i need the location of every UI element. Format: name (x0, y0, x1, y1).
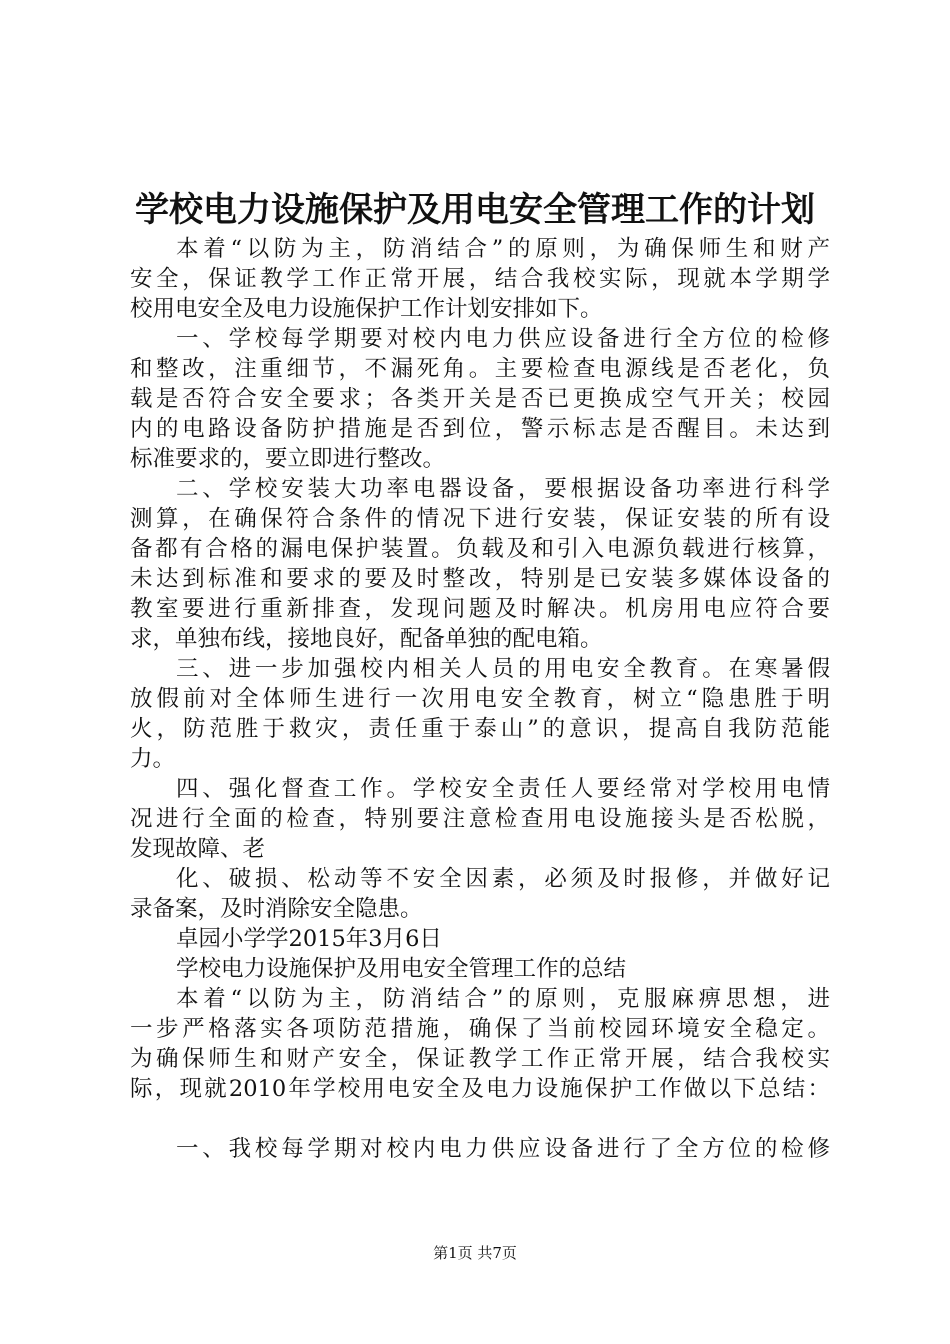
text-line: 备都有合格的漏电保护装置。负载及和引入电源负载进行核算， (130, 536, 830, 562)
text-line: 二、学校安装大功率电器设备，要根据设备功率进行科学 (176, 476, 830, 502)
text-line: 一、我校每学期对校内电力供应设备进行了全方位的检修 (176, 1136, 830, 1162)
text-line: 放假前对全体师生进行一次用电安全教育，树立“隐患胜于明 (130, 686, 830, 712)
text-line: 安全，保证教学工作正常开展，结合我校实际，现就本学期学 (130, 266, 830, 292)
text-line: 教室要进行重新排查，发现问题及时解决。机房用电应符合要 (130, 596, 830, 622)
text-line: 火，防范胜于救灾，责任重于泰山”的意识，提高自我防范能 (130, 716, 830, 742)
text-line: 际，现就2010年学校用电安全及电力设施保护工作做以下总结： (130, 1076, 830, 1102)
text-line: 本着“以防为主，防消结合”的原则，为确保师生和财产 (176, 236, 830, 262)
text-line: 校用电安全及电力设施保护工作计划安排如下。 (130, 296, 603, 322)
text-line: 未达到标准和要求的要及时整改，特别是已安装多媒体设备的 (130, 566, 830, 592)
text-line: 四、强化督查工作。学校安全责任人要经常对学校用电情 (176, 776, 830, 802)
text-line: 一、学校每学期要对校内电力供应设备进行全方位的检修 (176, 326, 830, 352)
text-line: 测算，在确保符合条件的情况下进行安装，保证安装的所有设 (130, 506, 830, 532)
text-line: 内的电路设备防护措施是否到位，警示标志是否醒目。未达到 (130, 416, 830, 442)
text-line: 力。 (130, 746, 176, 772)
text-line: 三、进一步加强校内相关人员的用电安全教育。在寒暑假 (176, 656, 830, 682)
text-line: 为确保师生和财产安全，保证教学工作正常开展，结合我校实 (130, 1046, 830, 1072)
page-footer: 第1页 共7页 (433, 1244, 517, 1262)
text-line: 标准要求的，要立即进行整改。 (130, 446, 446, 472)
text-line: 学校电力设施保护及用电安全管理工作的总结 (176, 956, 627, 982)
text-line: 本着“以防为主，防消结合”的原则，克服麻痹思想，进 (176, 986, 830, 1012)
document-body (130, 234, 830, 1164)
text-line: 卓园小学学2015年3月6日 (176, 926, 442, 952)
text-line: 和整改，注重细节，不漏死角。主要检查电源线是否老化，负 (130, 356, 830, 382)
text-line: 一步严格落实各项防范措施，确保了当前校园环境安全稳定。 (130, 1016, 830, 1042)
text-line: 况进行全面的检查，特别要注意检查用电设施接头是否松脱， (130, 806, 830, 832)
text-line: 发现故障、老 (130, 836, 266, 862)
text-line: 载是否符合安全要求；各类开关是否已更换成空气开关；校园 (130, 386, 830, 412)
blank-line (130, 1104, 830, 1134)
text-line: 求，单独布线，接地良好，配备单独的配电箱。 (130, 626, 603, 652)
document-title: 学校电力设施保护及用电安全管理工作的计划 (135, 190, 815, 230)
text-line: 化、破损、松动等不安全因素，必须及时报修，并做好记 (176, 866, 830, 892)
text-line: 录备案，及时消除安全隐患。 (130, 896, 423, 922)
